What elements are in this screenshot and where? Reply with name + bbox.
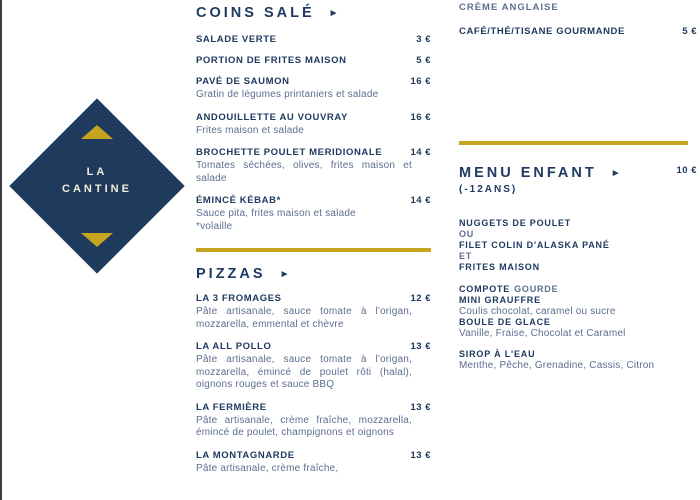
item-title: SALADE VERTE bbox=[196, 34, 277, 45]
section-heading-pizzas bbox=[196, 266, 431, 282]
item-price: 16 € bbox=[410, 111, 431, 123]
triangle-down-icon bbox=[81, 233, 113, 247]
item-desc: Pâte artisanale, sauce tomate à l'origan, mozzarella, émincé de poulet rôti (halal), oignons rouges et sauce BBQ bbox=[196, 354, 412, 390]
item-desc: Gratin de légumes printaniers et salade bbox=[196, 89, 379, 100]
menu-item-all-pollo bbox=[196, 341, 431, 392]
dessert-gauffre-desc: Coulis chocolat, caramel ou sucre bbox=[459, 306, 616, 317]
menu-item-fermiere bbox=[196, 402, 431, 440]
column-right-menu bbox=[459, 0, 697, 371]
item-title: LA 3 FROMAGES bbox=[196, 293, 282, 304]
gold-divider bbox=[196, 248, 431, 252]
menu-item-montagnarde bbox=[196, 450, 431, 476]
triangle-up-icon bbox=[81, 125, 113, 139]
pizzas-heading-label: PIZZAS bbox=[196, 266, 266, 282]
item-price: 5 € bbox=[416, 55, 431, 66]
item-title: PAVÉ DE SAUMON bbox=[196, 76, 290, 87]
coins-sale-heading-label: COINS SALÉ bbox=[196, 5, 315, 21]
main-connector-ou: OU bbox=[459, 229, 475, 239]
main-option-nuggets: NUGGETS DE POULET bbox=[459, 218, 572, 228]
arrow-right-icon: ► bbox=[279, 269, 290, 280]
menu-item-kebab bbox=[196, 195, 431, 233]
menu-item-saumon bbox=[196, 76, 431, 102]
section-heading-coins-sale bbox=[196, 5, 431, 21]
item-title: ÉMINCÉ KÉBAB* bbox=[196, 195, 281, 206]
dessert-compote bbox=[459, 284, 697, 295]
item-price: 12 € bbox=[410, 293, 431, 304]
item-price: 13 € bbox=[410, 401, 431, 413]
gold-divider bbox=[459, 141, 688, 145]
item-price: 16 € bbox=[410, 76, 431, 87]
column-main-menu bbox=[196, 0, 431, 485]
item-title: LA FERMIÈRE bbox=[196, 401, 267, 413]
item-desc: Pâte artisanale, sauce tomate à l'origan, mozzarella, emmental et chèvre bbox=[196, 306, 412, 330]
menu-enfant-header bbox=[459, 165, 697, 181]
dessert-glace-desc: Vanille, Fraise, Chocolat et Caramel bbox=[459, 328, 626, 339]
menu-enfant-age: (-12ANS) bbox=[459, 184, 518, 195]
item-desc: Sauce pita, frites maison et salade bbox=[196, 208, 356, 219]
creme-anglaise-text: CRÈME ANGLAISE bbox=[459, 2, 559, 13]
item-desc: Tomates séchées, olives, frites maison et salade bbox=[196, 160, 412, 184]
menu-enfant-sirop bbox=[459, 349, 697, 371]
item-footnote: *volaille bbox=[196, 220, 233, 232]
item-price: 14 € bbox=[410, 195, 431, 206]
arrow-right-icon: ► bbox=[610, 168, 621, 179]
dessert-suffix: GOURDE bbox=[514, 284, 559, 294]
menu-item-frites bbox=[196, 55, 431, 66]
menu-item-brochette bbox=[196, 147, 431, 185]
menu-enfant-desserts bbox=[459, 284, 697, 339]
item-title: ANDOUILLETTE AU VOUVRAY bbox=[196, 111, 348, 123]
item-desc: Frites maison et salade bbox=[196, 124, 304, 136]
item-desc: Pâte artisanale, crème fraîche, mozzarella, émincé de poulet, champignons et oignons bbox=[196, 414, 412, 438]
menu-item-salade-verte bbox=[196, 34, 431, 45]
item-price: 13 € bbox=[410, 449, 431, 461]
dessert-title: COMPOTE bbox=[459, 284, 511, 294]
item-price: 3 € bbox=[416, 34, 431, 45]
la-cantine-logo bbox=[9, 98, 185, 274]
sirop-title: SIROP À L'EAU bbox=[459, 349, 536, 359]
sirop-desc: Menthe, Pêche, Grenadine, Cassis, Citron bbox=[459, 360, 655, 371]
dessert-gauffre-title: MINI GRAUFFRE bbox=[459, 295, 541, 305]
main-option-frites: FRITES MAISON bbox=[459, 262, 540, 272]
item-desc: Pâte artisanale, crème fraîche, bbox=[196, 462, 339, 474]
item-title: LA MONTAGNARDE bbox=[196, 449, 295, 461]
section-heading-menu-enfant bbox=[459, 165, 621, 181]
arrow-right-icon: ► bbox=[328, 8, 339, 19]
item-price: 14 € bbox=[410, 147, 431, 158]
dessert-glace-title: BOULE DE GLACE bbox=[459, 317, 551, 327]
item-price: 13 € bbox=[410, 341, 431, 352]
main-connector-et: ET bbox=[459, 251, 473, 261]
menu-enfant-price: 10 € bbox=[676, 165, 697, 176]
menu-item-cafe-gourmand bbox=[459, 26, 697, 37]
menu-enfant-mains bbox=[459, 218, 697, 273]
item-title: PORTION DE FRITES MAISON bbox=[196, 55, 347, 66]
menu-item-andouillette bbox=[196, 112, 431, 138]
item-price: 5 € bbox=[682, 26, 697, 37]
menu-item-3-fromages bbox=[196, 293, 431, 331]
item-title: LA ALL POLLO bbox=[196, 341, 272, 352]
page-left-border bbox=[0, 0, 2, 500]
item-title: CAFÉ/THÉ/TISANE GOURMANDE bbox=[459, 26, 625, 37]
logo-line-la: LA bbox=[86, 166, 108, 178]
logo-text bbox=[9, 164, 185, 198]
main-option-colin: FILET COLIN D'ALASKA PANÉ bbox=[459, 240, 610, 250]
logo-line-cantine: CANTINE bbox=[62, 183, 132, 195]
menu-enfant-heading-label: MENU ENFANT bbox=[459, 165, 597, 181]
item-title: BROCHETTE POULET MERIDIONALE bbox=[196, 147, 383, 158]
